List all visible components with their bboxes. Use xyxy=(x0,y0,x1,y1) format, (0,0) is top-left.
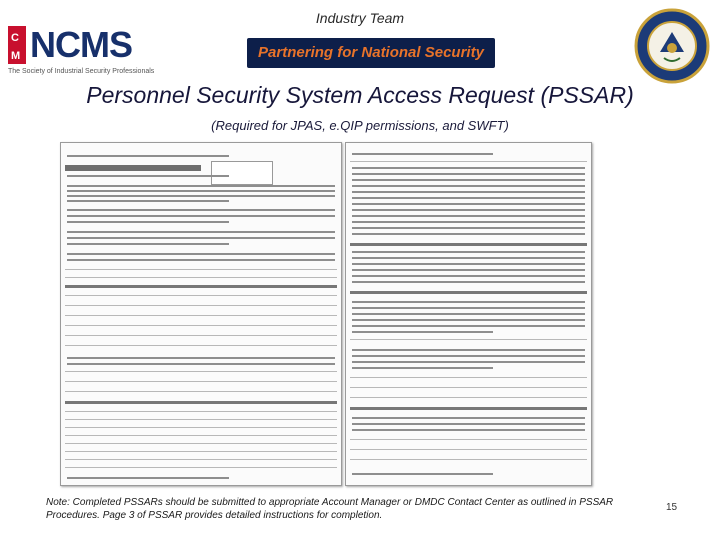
industry-team-label: Industry Team xyxy=(315,10,405,26)
page-number: 15 xyxy=(666,502,678,513)
pssar-form-page-2-thumbnail xyxy=(345,142,592,486)
page-subtitle: (Required for JPAS, e.QIP permissions, and SWFT) xyxy=(211,118,509,133)
page-title: Personnel Security System Access Request (PSSAR) xyxy=(86,82,634,108)
ncms-logo xyxy=(8,22,183,78)
banner-text: Partnering for National Security xyxy=(258,44,484,61)
partnering-banner xyxy=(247,38,495,68)
ncms-tagline: The Society of Industrial Security Professionals xyxy=(8,68,155,75)
pssar-form-page-1-thumbnail xyxy=(60,142,342,486)
ncms-logo-mark: C M xyxy=(8,26,26,64)
submission-note: Note: Completed PSSARs should be submitted to appropriate Account Manager or DMDC Contact Center as outlined in PSSAR Procedures. Page 3 of PSSAR provides detailed instructions for completion. xyxy=(46,497,614,521)
dss-seal-icon xyxy=(634,8,710,84)
ncms-logo-text: NCMS xyxy=(30,24,132,65)
